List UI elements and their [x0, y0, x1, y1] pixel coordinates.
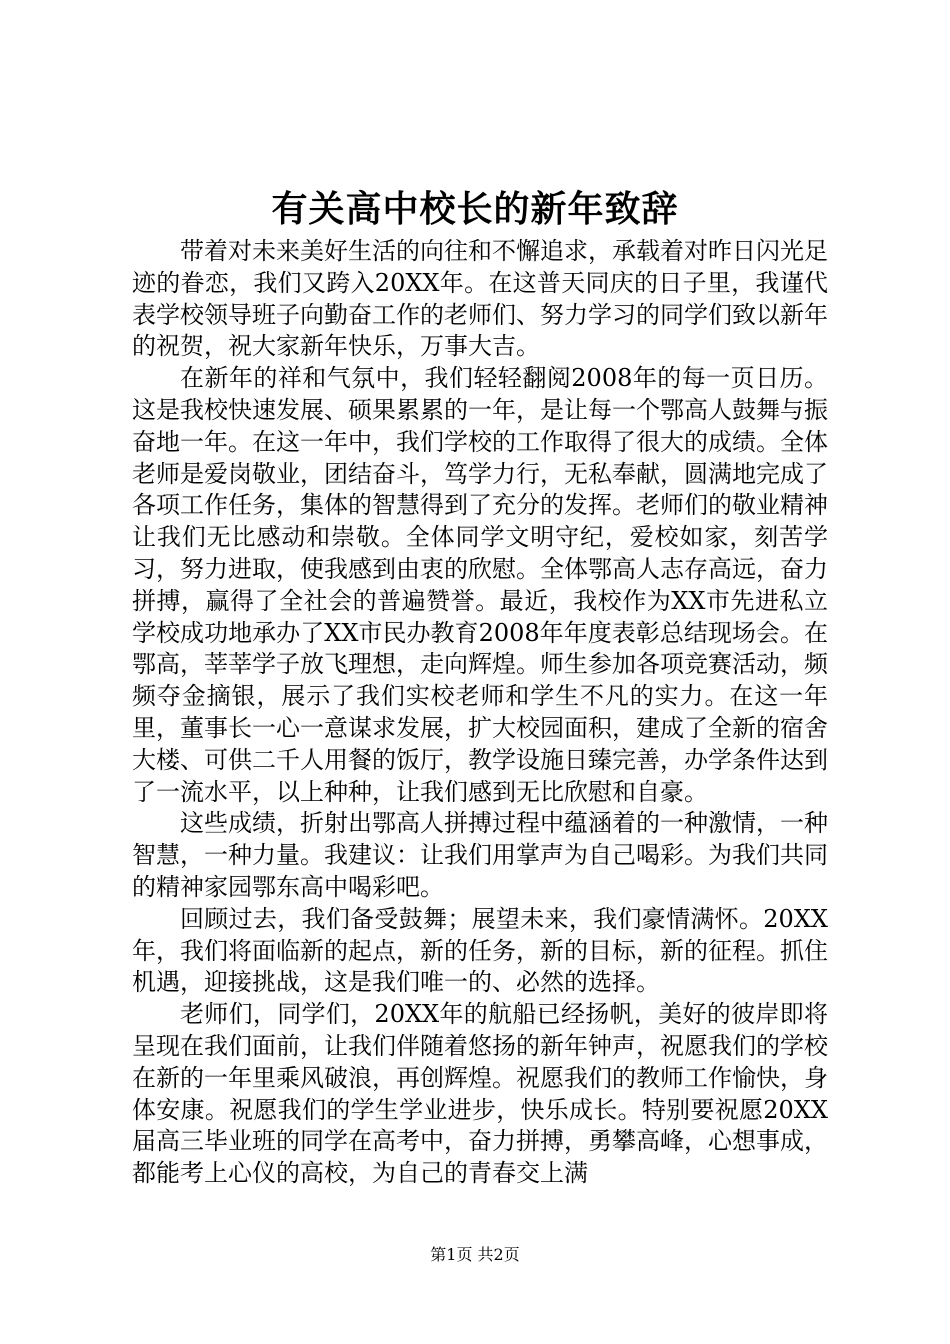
paragraph-2: 在新年的祥和气氛中，我们轻轻翻阅2008年的每一页日历。这是我校快速发展、硕果累累的一年，是让每一个鄂高人鼓舞与振奋地一年。在这一年中，我们学校的工作取得了很大的成绩。全体老师是爱岗敬业，团结奋斗，笃学力行，无私奉献，圆满地完成了各项工作任务，集体的智慧得到了充分的发挥。老师们的敬业精神让我们无比感动和崇敬。全体同学文明守纪，爱校如家，刻苦学习，努力进取，使我感到由衷的欣慰。全体鄂高人志存高远，奋力拼搏，赢得了全社会的普遍赞誉。最近，我校作为XX市先进私立学校成功地承办了XX市民办教育2008年年度表彰总结现场会。在鄂高，莘莘学子放飞理想，走向辉煌。师生参加各项竞赛活动，频频夺金摘银，展示了我们实校老师和学生不凡的实力。在这一年里，董事长一心一意谋求发展，扩大校园面积，建成了全新的宿舍大楼、可供二千人用餐的饭厅，教学设施日臻完善，办学条件达到了一流水平，以上种种，让我们感到无比欣慰和自豪。 [132, 364, 828, 806]
paragraph-1: 带着对未来美好生活的向往和不懈追求，承载着对昨日闪光足迹的眷恋，我们又跨入20XX年。在这普天同庆的日子里，我谨代表学校领导班子向勤奋工作的老师们、努力学习的同学们致以新年的祝贺，祝大家新年快乐，万事大吉。 [132, 237, 828, 361]
document-body [132, 236, 828, 1190]
page-title: 有关高中校长的新年致辞 [271, 188, 679, 230]
paragraph-4: 回顾过去，我们备受鼓舞；展望未来，我们豪情满怀。20XX年，我们将面临新的起点，新的任务，新的目标，新的征程。抓住机遇，迎接挑战，这是我们唯一的、必然的选择。 [132, 904, 828, 997]
page-footer: 第1页 共2页 [430, 1245, 520, 1264]
paragraph-5: 老师们，同学们，20XX年的航船已经扬帆，美好的彼岸即将呈现在我们面前，让我们伴随着悠扬的新年钟声，祝愿我们的学校在新的一年里乘风破浪，再创辉煌。祝愿我们的教师工作愉快，身体安康。祝愿我们的学生学业进步，快乐成长。特别要祝愿20XX届高三毕业班的同学在高考中，奋力拼搏，勇攀高峰，心想事成，都能考上心仪的高校，为自己的青春交上满 [132, 1000, 828, 1188]
paragraph-3: 这些成绩，折射出鄂高人拼搏过程中蕴涵着的一种激情，一种智慧，一种力量。我建议：让我们用掌声为自己喝彩。为我们共同的精神家园鄂东高中喝彩吧。 [132, 809, 828, 901]
